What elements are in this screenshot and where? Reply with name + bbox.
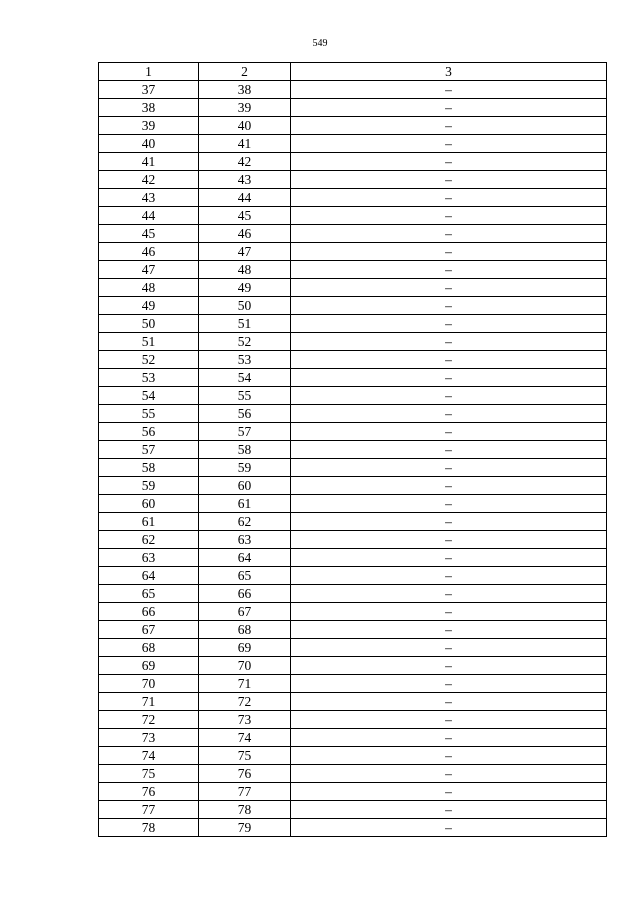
cell-col-2: 76 [199,765,291,783]
cell-col-2: 52 [199,333,291,351]
table-row [99,693,607,711]
cell-col-1: 46 [99,243,199,261]
table-row [99,387,607,405]
table-row [99,333,607,351]
cell-col-1: 70 [99,675,199,693]
cell-col-3: – [291,567,607,585]
cell-col-2: 77 [199,783,291,801]
cell-col-2: 68 [199,621,291,639]
cell-col-1: 77 [99,801,199,819]
cell-col-3: – [291,225,607,243]
cell-col-2: 50 [199,297,291,315]
cell-col-1: 51 [99,333,199,351]
cell-col-1: 44 [99,207,199,225]
cell-col-1: 41 [99,153,199,171]
table-row [99,189,607,207]
cell-col-3: – [291,729,607,747]
table-row [99,729,607,747]
table-row [99,99,607,117]
table-row [99,675,607,693]
cell-col-3: – [291,261,607,279]
cell-col-1: 38 [99,99,199,117]
cell-col-2: 39 [199,99,291,117]
cell-col-1: 49 [99,297,199,315]
cell-col-1: 67 [99,621,199,639]
table-row [99,567,607,585]
table-row [99,477,607,495]
cell-col-3: – [291,477,607,495]
table-row [99,279,607,297]
table-row [99,819,607,837]
cell-col-2: 49 [199,279,291,297]
cell-col-2: 48 [199,261,291,279]
cell-col-3: – [291,243,607,261]
page-number: 549 [312,38,328,49]
table-row [99,297,607,315]
cell-col-1: 68 [99,639,199,657]
cell-col-2: 71 [199,675,291,693]
cell-col-1: 66 [99,603,199,621]
cell-col-1: 57 [99,441,199,459]
table-row [99,117,607,135]
table-row [99,747,607,765]
column-header-3: 3 [291,63,607,81]
table-row [99,711,607,729]
cell-col-1: 54 [99,387,199,405]
cell-col-2: 63 [199,531,291,549]
cell-col-2: 79 [199,819,291,837]
table-row [99,261,607,279]
cell-col-1: 52 [99,351,199,369]
cell-col-2: 72 [199,693,291,711]
cell-col-3: – [291,333,607,351]
cell-col-1: 55 [99,405,199,423]
cell-col-3: – [291,405,607,423]
cell-col-2: 44 [199,189,291,207]
table-row [99,801,607,819]
table-row [99,639,607,657]
table-row [99,441,607,459]
cell-col-2: 58 [199,441,291,459]
cell-col-2: 61 [199,495,291,513]
cell-col-2: 41 [199,135,291,153]
table-row [99,513,607,531]
cell-col-1: 61 [99,513,199,531]
cell-col-3: – [291,585,607,603]
table-row [99,423,607,441]
table-row [99,603,607,621]
cell-col-3: – [291,171,607,189]
table-row [99,207,607,225]
cell-col-3: – [291,513,607,531]
table-header [99,63,607,81]
cell-col-3: – [291,135,607,153]
cell-col-3: – [291,639,607,657]
table-row [99,549,607,567]
cell-col-3: – [291,117,607,135]
cell-col-1: 71 [99,693,199,711]
cell-col-2: 59 [199,459,291,477]
cell-col-3: – [291,297,607,315]
cell-col-2: 42 [199,153,291,171]
table-row [99,585,607,603]
cell-col-3: – [291,531,607,549]
cell-col-3: – [291,675,607,693]
cell-col-2: 54 [199,369,291,387]
cell-col-2: 38 [199,81,291,99]
cell-col-3: – [291,441,607,459]
cell-col-3: – [291,81,607,99]
cell-col-1: 56 [99,423,199,441]
cell-col-2: 62 [199,513,291,531]
cell-col-2: 73 [199,711,291,729]
cell-col-2: 47 [199,243,291,261]
cell-col-1: 69 [99,657,199,675]
cell-col-2: 69 [199,639,291,657]
table-row [99,621,607,639]
table-row [99,531,607,549]
cell-col-3: – [291,189,607,207]
cell-col-2: 45 [199,207,291,225]
cell-col-2: 56 [199,405,291,423]
cell-col-3: – [291,657,607,675]
cell-col-1: 39 [99,117,199,135]
cell-col-2: 53 [199,351,291,369]
cell-col-2: 66 [199,585,291,603]
cell-col-3: – [291,711,607,729]
cell-col-2: 60 [199,477,291,495]
cell-col-2: 46 [199,225,291,243]
cell-col-3: – [291,99,607,117]
cell-col-2: 55 [199,387,291,405]
column-header-1: 1 [99,63,199,81]
cell-col-3: – [291,369,607,387]
cell-col-3: – [291,693,607,711]
cell-col-1: 74 [99,747,199,765]
cell-col-2: 75 [199,747,291,765]
cell-col-2: 43 [199,171,291,189]
cell-col-2: 64 [199,549,291,567]
cell-col-1: 65 [99,585,199,603]
table-row [99,495,607,513]
cell-col-3: – [291,747,607,765]
table-row [99,405,607,423]
cell-col-1: 64 [99,567,199,585]
cell-col-3: – [291,459,607,477]
table-row [99,459,607,477]
cell-col-3: – [291,315,607,333]
cell-col-2: 51 [199,315,291,333]
cell-col-2: 78 [199,801,291,819]
cell-col-3: – [291,387,607,405]
table-row [99,135,607,153]
cell-col-2: 70 [199,657,291,675]
cell-col-3: – [291,783,607,801]
table-body [99,81,607,837]
cell-col-3: – [291,549,607,567]
cell-col-1: 73 [99,729,199,747]
table-row [99,351,607,369]
data-table [98,62,607,837]
column-header-2: 2 [199,63,291,81]
table-row [99,315,607,333]
header-row [99,63,607,81]
cell-col-1: 63 [99,549,199,567]
cell-col-1: 37 [99,81,199,99]
cell-col-1: 75 [99,765,199,783]
cell-col-1: 59 [99,477,199,495]
table-row [99,369,607,387]
cell-col-3: – [291,351,607,369]
cell-col-1: 72 [99,711,199,729]
cell-col-1: 45 [99,225,199,243]
cell-col-1: 60 [99,495,199,513]
cell-col-1: 43 [99,189,199,207]
table-row [99,225,607,243]
cell-col-1: 53 [99,369,199,387]
cell-col-1: 42 [99,171,199,189]
cell-col-1: 50 [99,315,199,333]
table-row [99,783,607,801]
cell-col-3: – [291,765,607,783]
table-row [99,765,607,783]
cell-col-1: 58 [99,459,199,477]
cell-col-2: 40 [199,117,291,135]
table-row [99,81,607,99]
cell-col-3: – [291,423,607,441]
cell-col-3: – [291,279,607,297]
cell-col-3: – [291,495,607,513]
table-row [99,153,607,171]
cell-col-3: – [291,819,607,837]
table-row [99,243,607,261]
cell-col-2: 74 [199,729,291,747]
cell-col-1: 40 [99,135,199,153]
cell-col-3: – [291,153,607,171]
table-row [99,657,607,675]
cell-col-3: – [291,207,607,225]
table-row [99,171,607,189]
cell-col-1: 78 [99,819,199,837]
cell-col-1: 62 [99,531,199,549]
cell-col-1: 48 [99,279,199,297]
cell-col-3: – [291,801,607,819]
cell-col-2: 67 [199,603,291,621]
cell-col-1: 47 [99,261,199,279]
cell-col-3: – [291,603,607,621]
cell-col-2: 65 [199,567,291,585]
cell-col-2: 57 [199,423,291,441]
cell-col-1: 76 [99,783,199,801]
cell-col-3: – [291,621,607,639]
